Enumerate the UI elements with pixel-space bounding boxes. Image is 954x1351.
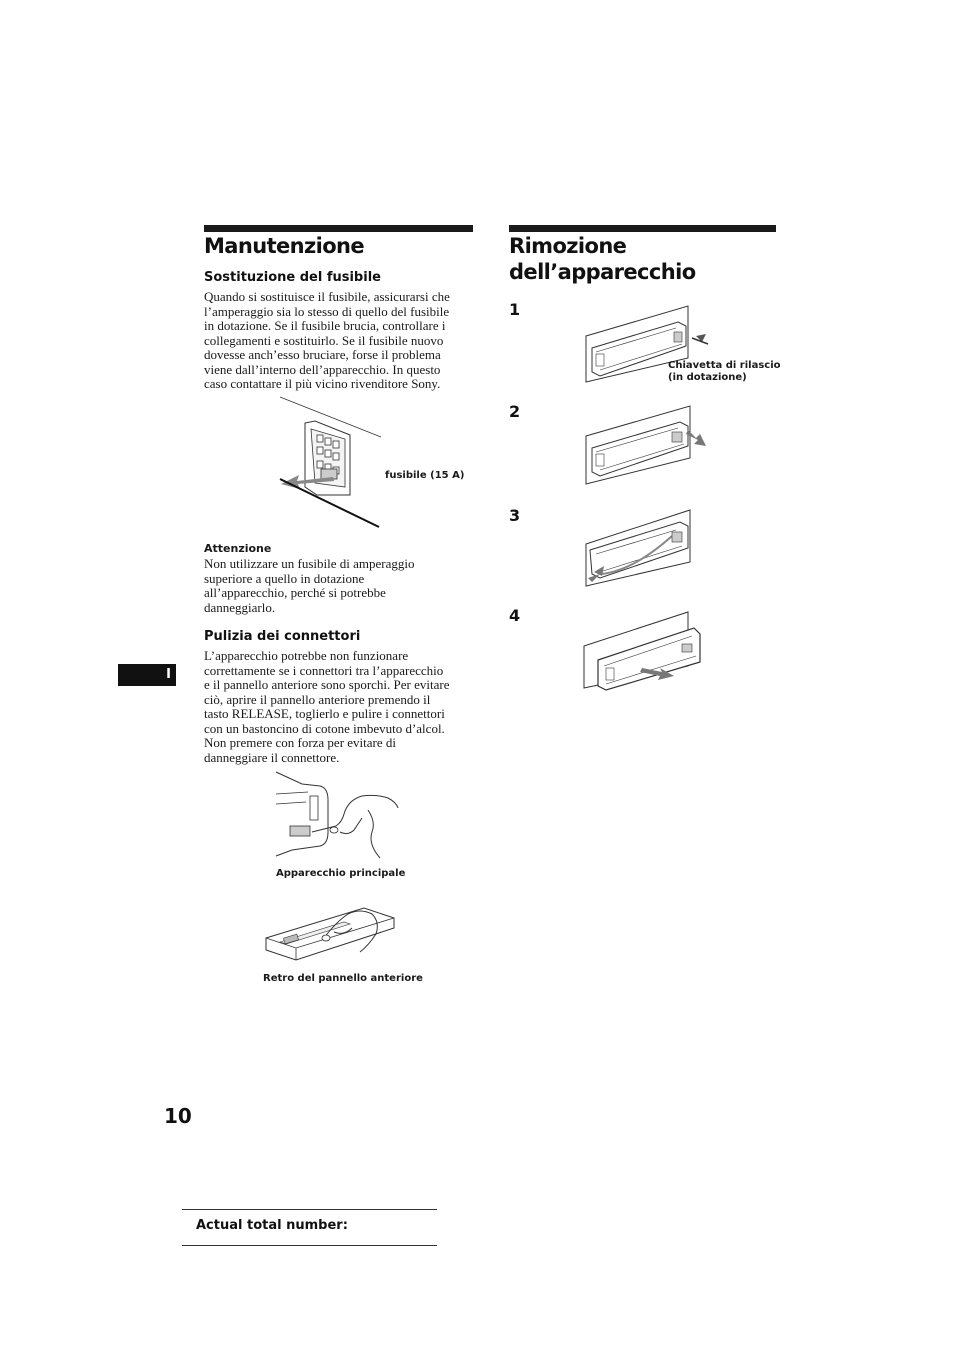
cleaning-heading: Pulizia dei connettori xyxy=(204,629,361,644)
cleaning-text: L’apparecchio potrebbe non funzionare correttamente se i connettori tra l’apparecchio e il pannello anteriore sono sporchi. Per evitare ciò, aprire il pannello anteriore premendo il tasto RELEASE, toglierlo e pulire i connettori con un bastoncino di cotone imbevuto d’alcol. Non premere con forza per evitare di danneggiare il connettore. xyxy=(204,648,450,765)
section-title-manutenzione: Manutenzione xyxy=(204,234,365,258)
front-panel-cleaning-illustration xyxy=(264,892,398,974)
language-side-tab: I xyxy=(118,664,176,686)
front-panel-caption: Retro del pannello anteriore xyxy=(263,973,423,984)
right-title-rule xyxy=(509,225,776,232)
section-title-rimozione-line1: Rimozione xyxy=(509,234,627,258)
page-number: 10 xyxy=(164,1104,192,1128)
fuse-heading: Sostituzione del fusibile xyxy=(204,270,381,285)
step-number-2: 2 xyxy=(509,402,521,421)
main-unit-cleaning-illustration xyxy=(272,770,400,862)
fuse-label: fusibile (15 A) xyxy=(385,470,465,481)
fuse-text: Quando si sostituisce il fusibile, assicurarsi che l’amperaggio sia lo stesso di quello del fusibile in dotazione. Se il fusibile brucia, controllare i collegamenti e sostituirlo. Se il fusibile nuovo dovesse anch’esso bruciare, forse il problema viene dall’interno dell’apparecchio. In questo caso contattare il più vicino rivenditore Sony. xyxy=(204,289,450,391)
section-title-rimozione-line2: dell’apparecchio xyxy=(509,260,696,284)
left-title-rule xyxy=(204,225,473,232)
step-number-3: 3 xyxy=(509,506,521,525)
fuse-illustration xyxy=(275,395,385,530)
main-unit-caption: Apparecchio principale xyxy=(276,868,406,879)
footer-label: Actual total number: xyxy=(196,1218,348,1233)
step-number-1: 1 xyxy=(509,300,521,319)
step-2-illustration xyxy=(584,404,708,486)
step-3-illustration xyxy=(584,506,694,588)
step-1-caption: Chiavetta di rilascio (in dotazione) xyxy=(668,360,781,383)
footer-box xyxy=(182,1209,437,1246)
caution-heading: Attenzione xyxy=(204,542,272,555)
step-4-illustration xyxy=(582,610,704,692)
step-number-4: 4 xyxy=(509,606,521,625)
caution-text: Non utilizzare un fusibile di amperaggio superiore a quello in dotazione all’apparecchio, perché si potrebbe danneggiarlo. xyxy=(204,556,415,615)
